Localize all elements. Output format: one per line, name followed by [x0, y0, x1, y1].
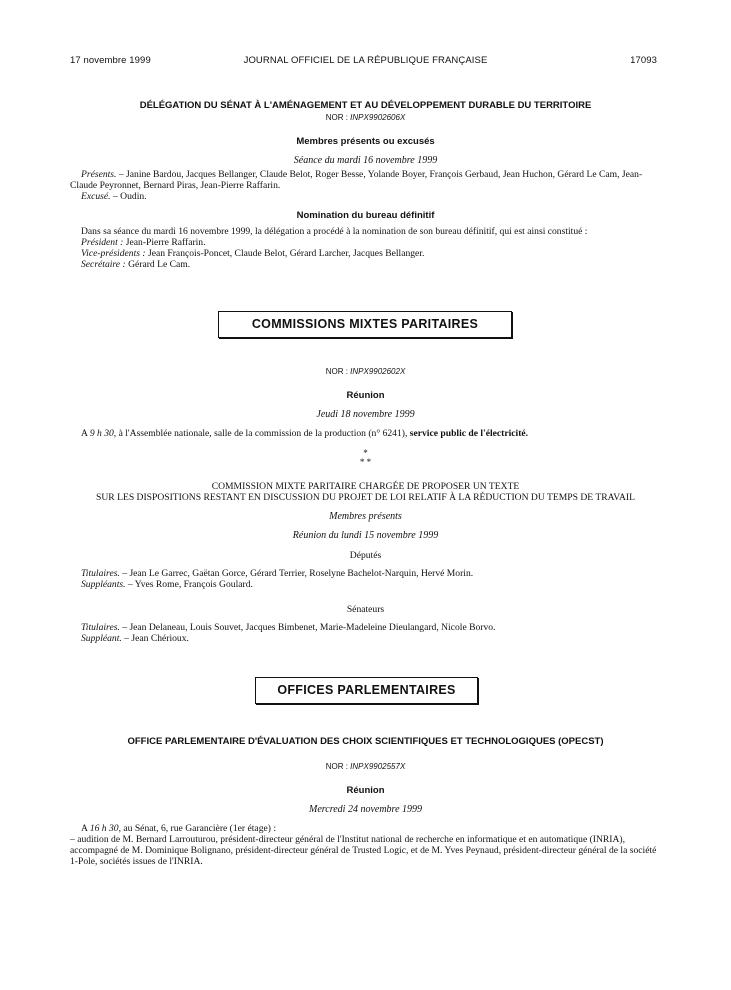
delegation-attendance — [70, 169, 658, 202]
opecst-meeting-details — [70, 823, 658, 867]
deputies-alternates: Suppléants. – Yves Rome, François Goulard. — [81, 579, 253, 590]
delegation-title: DÉLÉGATION DU SÉNAT À L'AMÉNAGEMENT ET AU DÉVELOPPEMENT DURABLE DU TERRITOIRE — [139, 100, 592, 111]
opecst-meeting-place: A 16 h 30, au Sénat, 6, rue Garancière (1er étage) : — [81, 823, 277, 834]
opecst-nor: NOR : INPX9902557X — [325, 762, 406, 771]
senators-titular: Titulaires. – Jean Delaneau, Louis Souvet, Jacques Bimbenet, Marie-Madeleine Dieulangard, Nicole Borvo. — [81, 622, 496, 633]
cmp-meeting-date: Jeudi 18 novembre 1999 — [316, 409, 415, 420]
present-members: Présents. – Janine Bardou, Jacques Bellanger, Claude Belot, Roger Besse, Yolande Boyer, François Gerbaud, Jean Huchon, Gérard Le Cam, Jean-Claude Peyronnet, Bernard Piras, Jean-Pierre Raffarin. — [70, 169, 643, 191]
senators-heading: Sénateurs — [346, 604, 385, 615]
offices-section-box: OFFICES PARLEMENTAIRES — [255, 677, 478, 704]
commission-title-line2: SUR LES DISPOSITIONS RESTANT EN DISCUSSION DU PROJET DE LOI RELATIF À LA RÉDUCTION DU TEMPS DE TRAVAIL — [96, 492, 635, 503]
commission-session-date: Réunion du lundi 15 novembre 1999 — [292, 530, 439, 541]
opecst-title: OFFICE PARLEMENTAIRE D'ÉVALUATION DES CHOIX SCIENTIFIQUES ET TECHNOLOGIQUES (OPECST) — [127, 736, 604, 747]
separator-stars-bottom: * * — [359, 457, 372, 467]
cmp-meeting-details: A 9 h 30, à l'Assemblée nationale, salle de la commission de la production (n° 6241), service public de l'électricité. — [81, 428, 529, 439]
opecst-meeting-heading: Réunion — [346, 785, 385, 796]
delegation-nor: NOR : INPX9902606X — [325, 113, 406, 122]
cmp-meeting-subject: service public de l'électricité. — [409, 428, 529, 439]
header-page-number: 17093 — [630, 55, 657, 66]
senators-alternate: Suppléant. – Jean Chérioux. — [81, 633, 189, 644]
senators-list — [70, 622, 658, 644]
secretary-line: Secrétaire : Gérard Le Cam. — [81, 259, 191, 270]
excused-members: Excusé. – Oudin. — [81, 191, 147, 202]
president-line: Président : Jean-Pierre Raffarin. — [81, 237, 206, 248]
deputies-list — [70, 568, 658, 590]
commission-members-heading: Membres présents — [329, 511, 402, 522]
deputies-heading: Députés — [349, 550, 382, 561]
deputies-titular: Titulaires. – Jean Le Garrec, Gaëtan Gorce, Gérard Terrier, Roselyne Bachelot-Narquin, Hervé Morin. — [81, 568, 474, 579]
cmp-meeting-heading: Réunion — [346, 390, 385, 401]
opecst-hearing: – audition de M. Bernard Larrouturou, président-directeur général de l'Institut national de recherche en informatique et en automatique (INRIA), accompagné de M. Dominique Bolignano, président-directeur général de Trusted Logic, et de M. Yves Peynaud, président-directeur général de la société 1-Pole, sociétés issues de l'INRIA. — [70, 834, 657, 867]
delegation-session-date: Séance du mardi 16 novembre 1999 — [293, 155, 438, 166]
separator-star-top: * — [363, 448, 368, 458]
commission-title-line1: COMMISSION MIXTE PARITAIRE CHARGÉE DE PROPOSER UN TEXTE — [211, 481, 520, 492]
cmp-nor: NOR : INPX9902602X — [325, 367, 406, 376]
vice-presidents-line: Vice-présidents : Jean François-Poncet, Claude Belot, Gérard Larcher, Jacques Bellanger. — [81, 248, 425, 259]
cmp-section-box: COMMISSIONS MIXTES PARITAIRES — [218, 311, 512, 338]
opecst-meeting-date: Mercredi 24 novembre 1999 — [308, 804, 423, 815]
nomination-block — [70, 226, 658, 270]
nomination-text: Dans sa séance du mardi 16 novembre 1999, la délégation a procédé à la nomination de son bureau définitif, qui est ainsi constitué : — [81, 226, 588, 237]
header-date: 17 novembre 1999 — [70, 55, 151, 66]
delegation-members-heading: Membres présents ou excusés — [296, 136, 435, 147]
nomination-heading: Nomination du bureau définitif — [296, 210, 435, 221]
header-journal-title: JOURNAL OFFICIEL DE LA RÉPUBLIQUE FRANÇAISE — [243, 55, 488, 66]
